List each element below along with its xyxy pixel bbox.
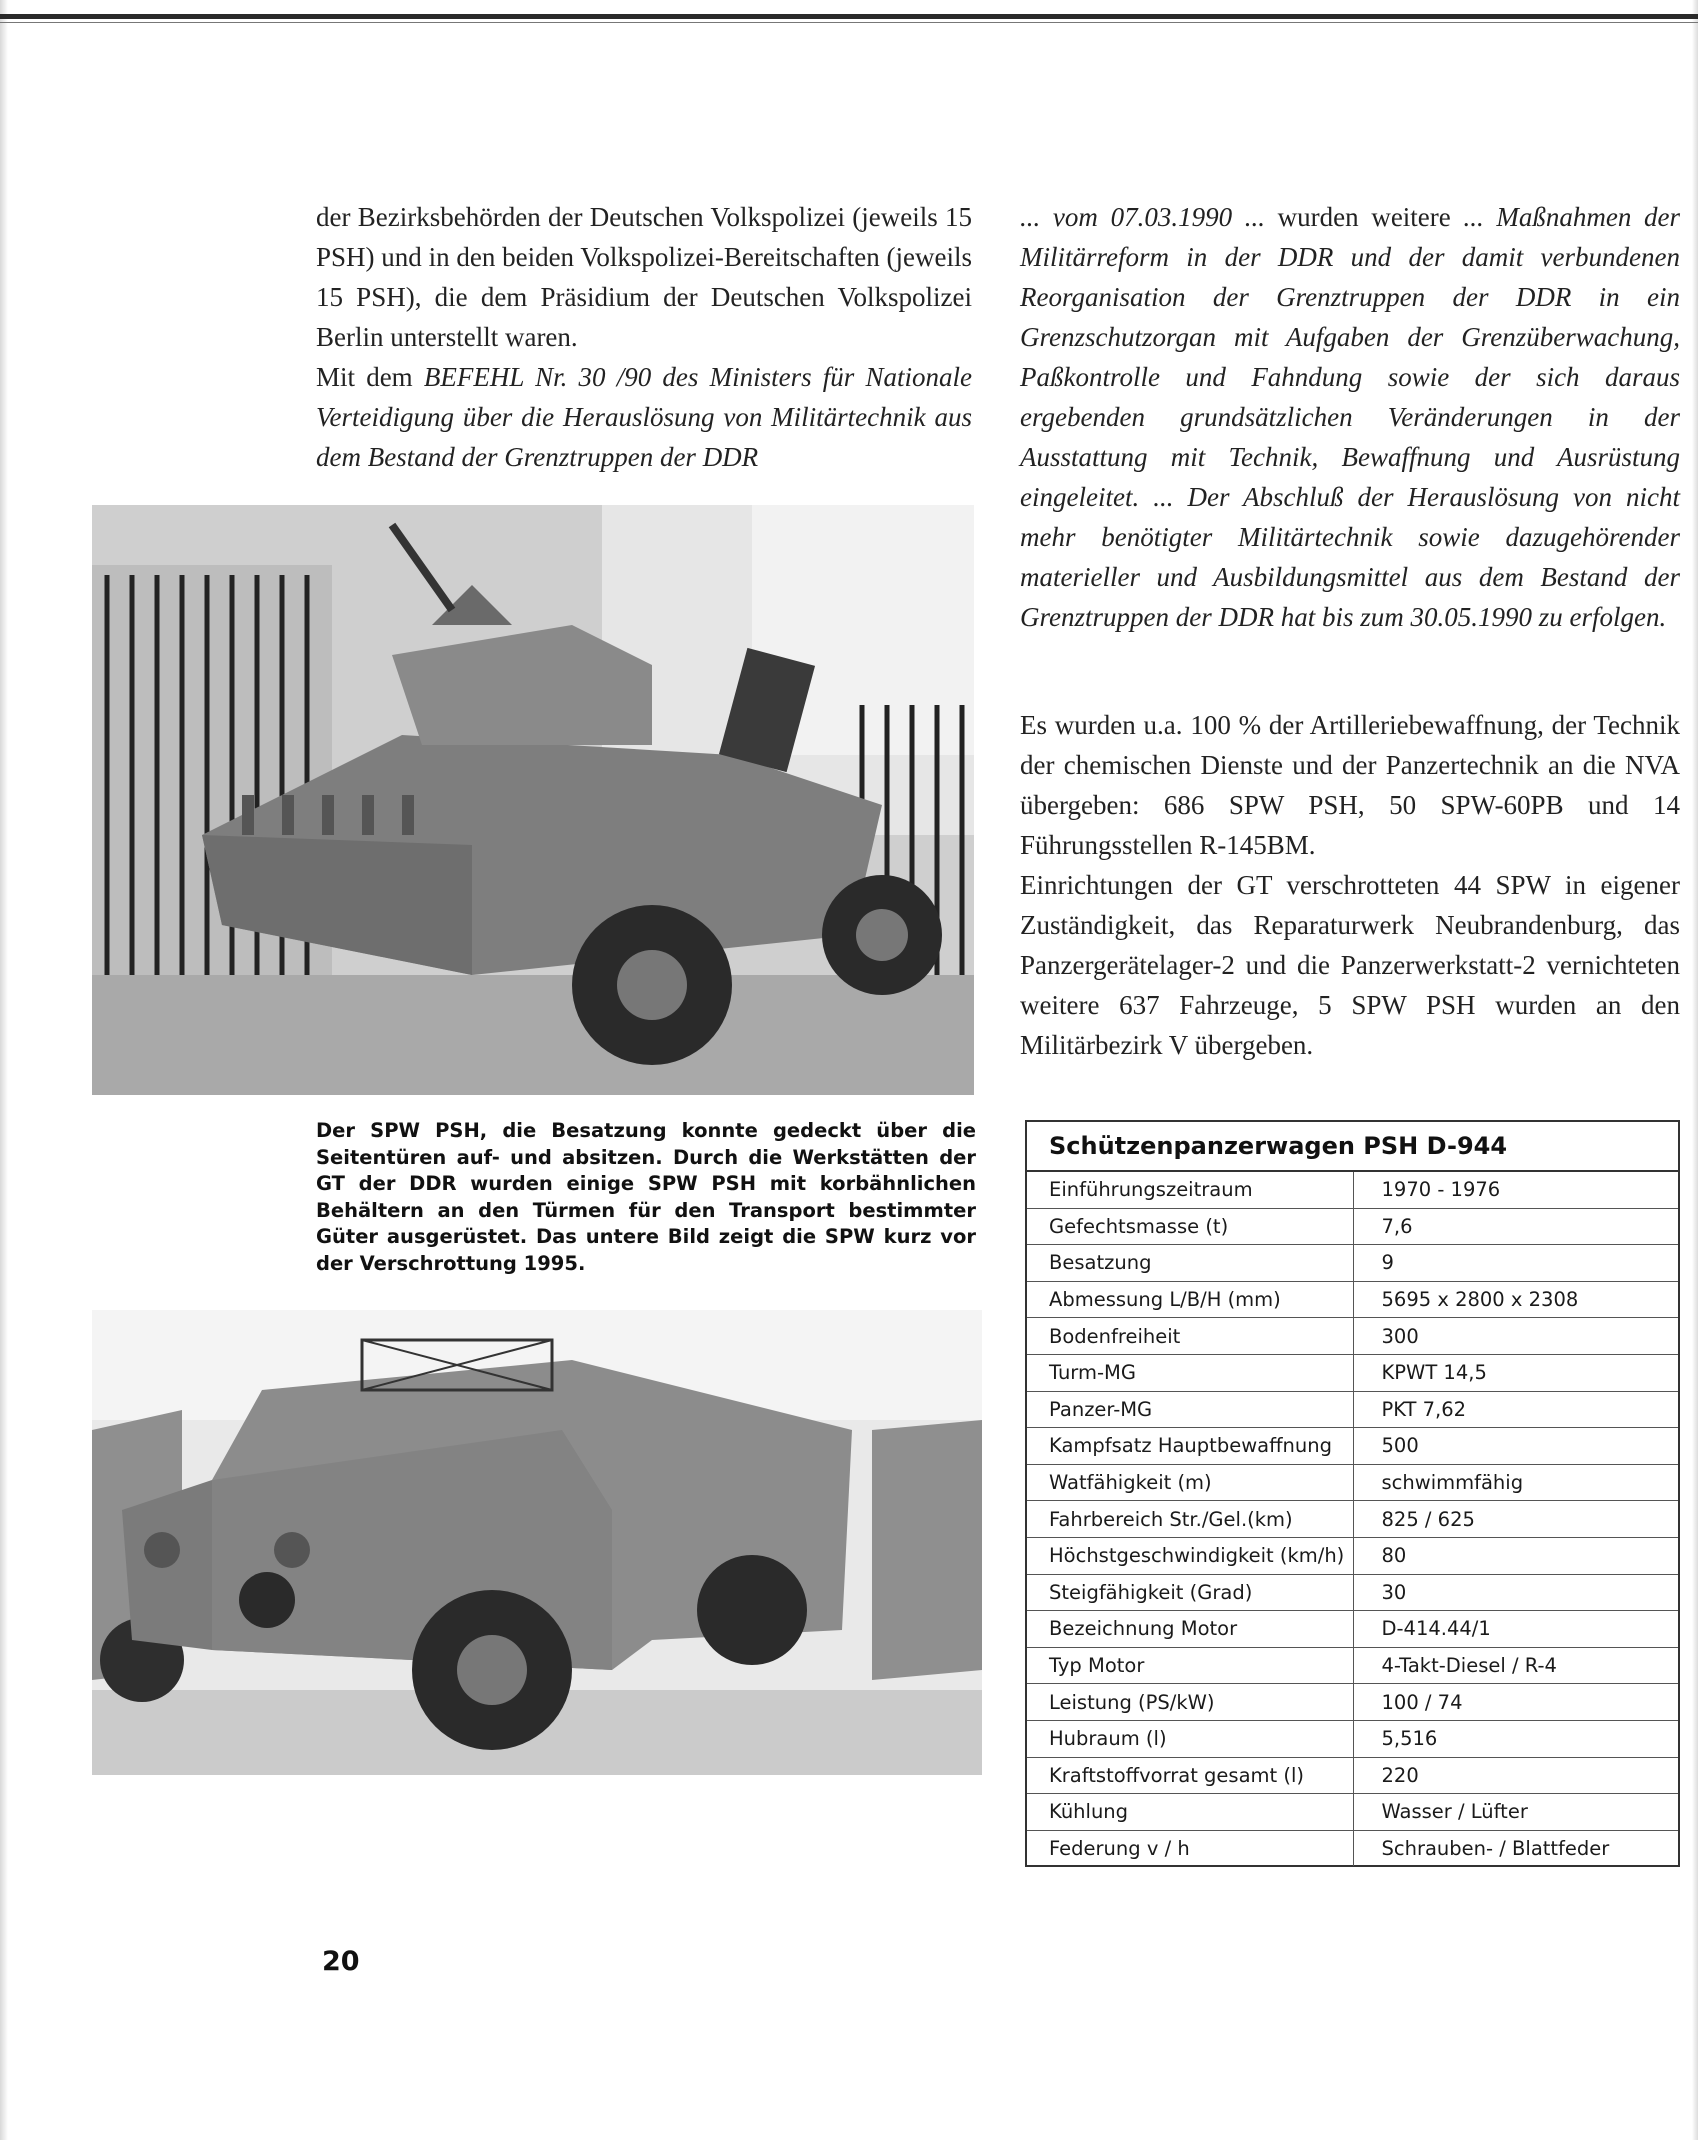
spec-table-body (1027, 1172, 1678, 1866)
spec-label: Höchstgeschwindigkeit (km/h) (1027, 1537, 1353, 1574)
quote-body: ... Maßnahmen der Militärreform in der DDR und der damit verbundenen Reorganisation der Grenztruppen der DDR in ein Grenzschutzorgan mit Aufgaben der Grenzüberwachung, Paßkontrolle und Fahndung sowie der sich daraus ergebenden grundsätzlichen Veränderungen in der Ausstattung mit Technik, Bewaffnung und Ausrüstung eingeleitet. ... Der Abschluß der Herauslösung von nicht mehr benötigter Militärtechnik sowie dazugehörender materieller und Ausbildungsmittel aus dem Bestand der Grenztruppen der DDR hat bis zum 30.05.1990 zu erfolgen. (1020, 202, 1680, 632)
spec-value: schwimmfähig (1353, 1464, 1678, 1501)
spec-value: 80 (1353, 1537, 1678, 1574)
spec-label: Kühlung (1027, 1794, 1353, 1831)
header-rule-thin (0, 22, 1698, 23)
spec-label: Typ Motor (1027, 1647, 1353, 1684)
spec-row (1027, 1354, 1678, 1391)
spec-label: Kampfsatz Hauptbewaffnung (1027, 1428, 1353, 1465)
spec-value: 1970 - 1976 (1353, 1172, 1678, 1208)
spec-value: Wasser / Lüfter (1353, 1794, 1678, 1831)
spec-label: Besatzung (1027, 1245, 1353, 1282)
spec-row (1027, 1720, 1678, 1757)
quote-connector: wurden weitere (1265, 202, 1464, 232)
scan-edge (1692, 0, 1698, 2140)
spec-row (1027, 1318, 1678, 1355)
spec-label: Hubraum (l) (1027, 1720, 1353, 1757)
spec-value: 5695 x 2800 x 2308 (1353, 1281, 1678, 1318)
spec-row (1027, 1647, 1678, 1684)
spec-label: Gefechtsmasse (t) (1027, 1208, 1353, 1245)
scan-edge (0, 0, 8, 2140)
spec-value: 9 (1353, 1245, 1678, 1282)
spec-value: 100 / 74 (1353, 1684, 1678, 1721)
photo-caption: Der SPW PSH, die Besatzung konnte gedeckt über die Seitentüren auf- und absitzen. Durch die Werkstätten der GT der DDR wurden einige SPW PSH mit korbähnlichen Behältern an den Türmen für den Transport bestimmter Güter ausgerüstet. Das untere Bild zeigt die SPW kurz vor der Verschrottung 1995. (316, 1119, 976, 1275)
header-rule (0, 14, 1698, 19)
right-column-text (1020, 705, 1680, 1065)
spec-value: 500 (1353, 1428, 1678, 1465)
right-paragraph-1: Es wurden u.a. 100 % der Artilleriebewaffnung, der Technik der chemischen Dienste und der Panzertechnik an die NVA übergeben: 686 SPW PSH, 50 SPW-60PB und 14 Führungsstellen R-145BM. (1020, 710, 1680, 860)
spec-label: Federung v / h (1027, 1830, 1353, 1866)
spec-row (1027, 1574, 1678, 1611)
spec-row (1027, 1794, 1678, 1831)
spec-value: 220 (1353, 1757, 1678, 1794)
spec-value: 5,516 (1353, 1720, 1678, 1757)
armored-vehicle-photo (92, 505, 974, 1095)
spec-row (1027, 1684, 1678, 1721)
spec-value: Schrauben- / Blattfeder (1353, 1830, 1678, 1866)
armored-vehicles-photo (92, 1310, 982, 1775)
spec-row (1027, 1281, 1678, 1318)
spec-label: Watfähigkeit (m) (1027, 1464, 1353, 1501)
spec-label: Bodenfreiheit (1027, 1318, 1353, 1355)
spec-row (1027, 1611, 1678, 1648)
spec-table-box (1025, 1120, 1680, 1867)
spec-row (1027, 1245, 1678, 1282)
quote-paragraph (1020, 197, 1680, 637)
spec-label: Leistung (PS/kW) (1027, 1684, 1353, 1721)
armored-vehicle-illustration (92, 505, 974, 1095)
spec-row (1027, 1464, 1678, 1501)
spec-label: Panzer-MG (1027, 1391, 1353, 1428)
spec-value: 4-Takt-Diesel / R-4 (1353, 1647, 1678, 1684)
spec-row (1027, 1757, 1678, 1794)
left-paragraph-2 (316, 357, 972, 477)
order-citation: BEFEHL Nr. 30 /90 des Ministers für Nationale Verteidigung über die Herauslösung von Militärtechnik aus dem Bestand der Grenztruppen der DDR (316, 362, 972, 472)
spec-label: Abmessung L/B/H (mm) (1027, 1281, 1353, 1318)
spec-table-title: Schützenpanzerwagen PSH D-944 (1027, 1122, 1678, 1172)
page-number: 20 (322, 1946, 360, 1977)
spec-row (1027, 1537, 1678, 1574)
spec-row (1027, 1172, 1678, 1208)
spec-label: Bezeichnung Motor (1027, 1611, 1353, 1648)
armored-vehicles-illustration (92, 1310, 982, 1775)
left-paragraph-2-intro: Mit dem (316, 362, 424, 392)
right-paragraph-2: Einrichtungen der GT verschrotteten 44 SPW in eigener Zuständigkeit, das Reparaturwerk Neubrandenburg, das Panzergerätelager-2 und die Panzerwerkstatt-2 vernichteten weitere 637 Fahrzeuge, 5 SPW PSH wurden an den Militärbezirk V übergeben. (1020, 870, 1680, 1060)
quote-date: ... vom 07.03.1990 ... (1020, 202, 1265, 232)
spec-value: KPWT 14,5 (1353, 1354, 1678, 1391)
right-column-quote (1020, 197, 1680, 637)
spec-row (1027, 1830, 1678, 1866)
spec-value: 300 (1353, 1318, 1678, 1355)
spec-table (1027, 1172, 1678, 1866)
spec-label: Kraftstoffvorrat gesamt (l) (1027, 1757, 1353, 1794)
spec-value: 7,6 (1353, 1208, 1678, 1245)
spec-value: 825 / 625 (1353, 1501, 1678, 1538)
spec-label: Turm-MG (1027, 1354, 1353, 1391)
spec-value: 30 (1353, 1574, 1678, 1611)
spec-label: Einführungszeitraum (1027, 1172, 1353, 1208)
spec-label: Fahrbereich Str./Gel.(km) (1027, 1501, 1353, 1538)
spec-value: PKT 7,62 (1353, 1391, 1678, 1428)
spec-row (1027, 1208, 1678, 1245)
spec-row (1027, 1501, 1678, 1538)
spec-row (1027, 1391, 1678, 1428)
spec-row (1027, 1428, 1678, 1465)
left-column-text (316, 197, 972, 477)
spec-label: Steigfähigkeit (Grad) (1027, 1574, 1353, 1611)
left-paragraph-1: der Bezirksbehörden der Deutschen Volkspolizei (jeweils 15 PSH) und in den beiden Volkspolizei-Bereitschaften (jeweils 15 PSH), die dem Präsidium der Deutschen Volkspolizei Berlin unterstellt waren. (316, 202, 972, 352)
spec-value: D-414.44/1 (1353, 1611, 1678, 1648)
